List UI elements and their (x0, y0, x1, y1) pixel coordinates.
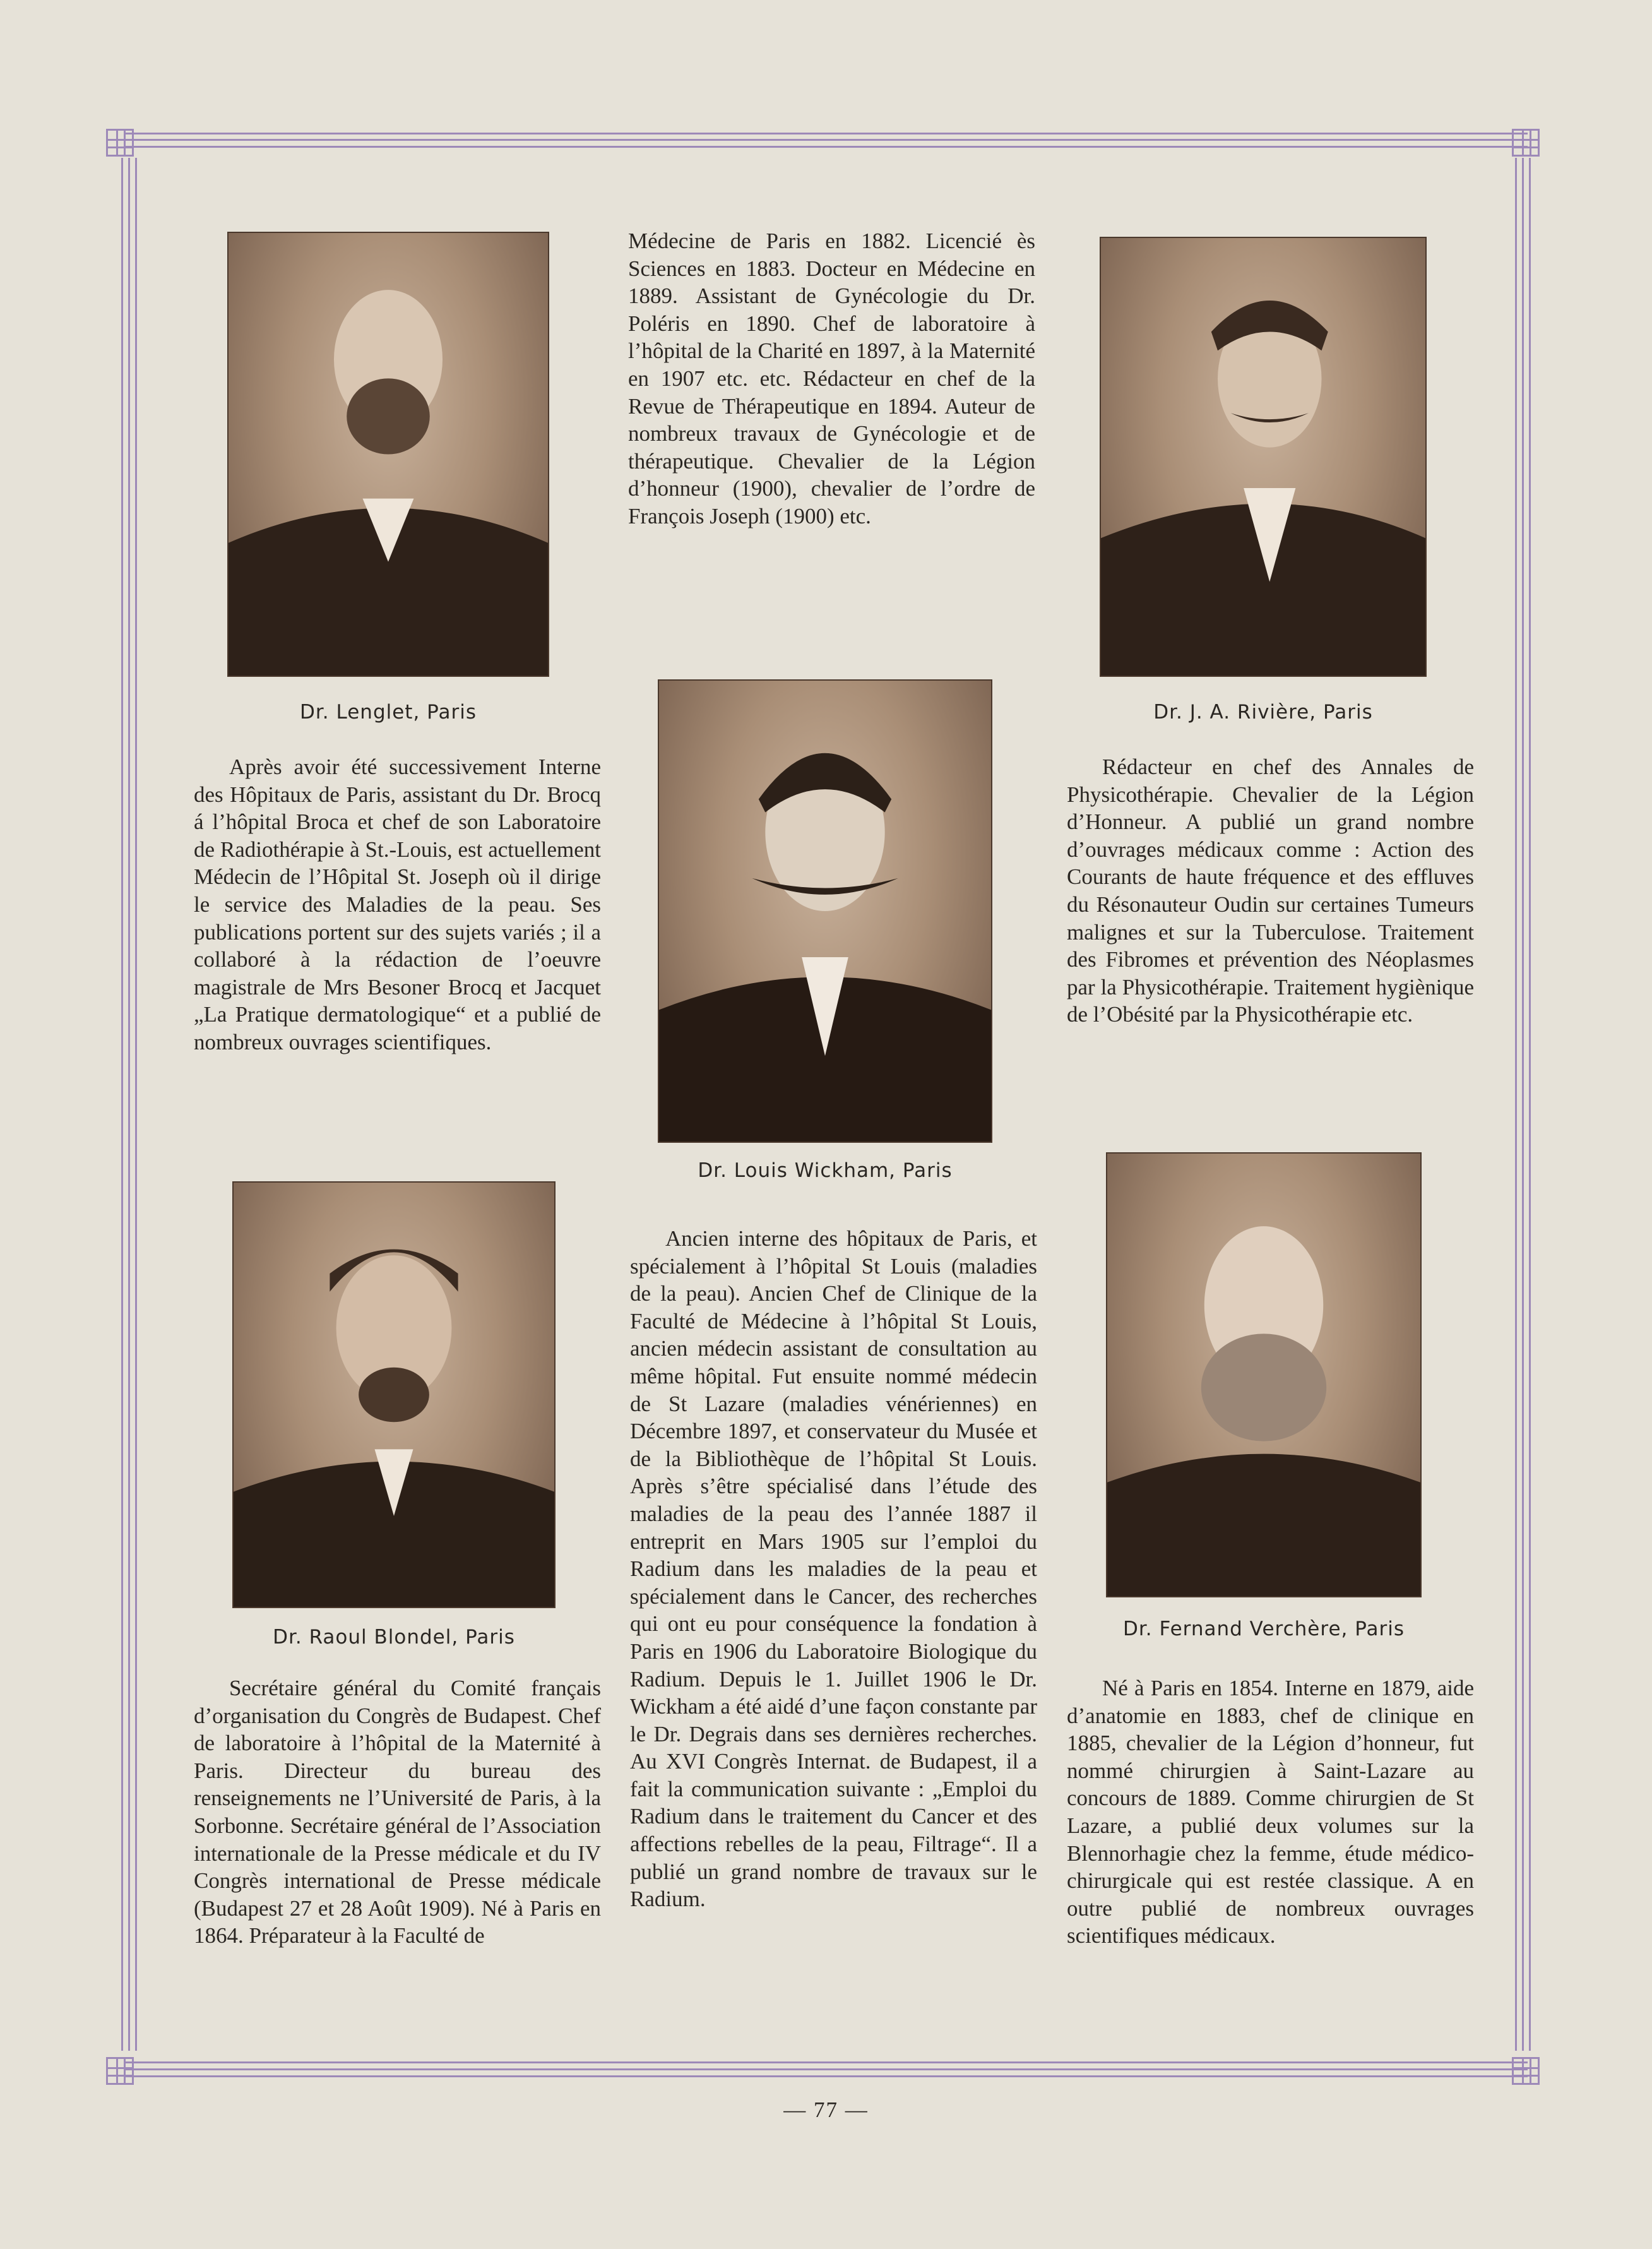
portrait-caption-blondel: Dr. Raoul Blondel, Paris (273, 1626, 515, 1649)
portrait-wickham (658, 679, 992, 1143)
portrait-lenglet (227, 232, 549, 677)
portrait-caption-wickham: Dr. Louis Wickham, Paris (698, 1159, 953, 1182)
portrait-photo-icon (234, 1183, 554, 1607)
text-lenglet-bio (194, 753, 601, 1056)
text-top-center-continuation (628, 227, 1035, 530)
frame-corner-ornament (1512, 129, 1540, 157)
frame-corner-ornament (106, 2057, 134, 2085)
portrait-verchere (1106, 1152, 1422, 1597)
text-verchere-bio (1067, 1674, 1474, 1950)
paragraph: Rédacteur en chef des Annales de Physicothérapie. Chevalier de la Légion d’Honneur. A publié un grand nombre d’ouvrages médicaux comme : Action des Courants de haute fréquence et des effluves du Résonauteur Oudin sur certaines Tumeurs malignes et sur la Tuberculose. Traitement des Fibromes et prévention des Néoplasmes par la Physicothérapie. Traitement hygiènique de l’Obésité par la Physicothérapie etc. (1067, 755, 1474, 1027)
portrait-photo-icon (1107, 1154, 1420, 1596)
portrait-caption-verchere: Dr. Fernand Verchère, Paris (1122, 1618, 1405, 1640)
portrait-caption-lenglet: Dr. Lenglet, Paris (300, 701, 477, 724)
paragraph: Médecine de Paris en 1882. Licencié ès Sciences en 1883. Docteur en Médecine en 1889. Assistant de Gynécologie du Dr. Poléris en 1890. Chef de laboratoire à l’hôpital de la Charité en 1897, à la Maternité en 1907 etc. etc. Rédacteur en chef de la Revue de Thérapeutique en 1894. Auteur de nombreux travaux de Gynécologie et de thérapeutique. Chevalier de la Légion d’honneur (1900), chevalier de l’ordre de François Joseph (1900) etc. (628, 229, 1035, 528)
paragraph: Secrétaire général du Comité français d’organisation du Congrès de Budapest. Chef de laboratoire à l’hôpital de la Maternité à Paris. Directeur du bureau des renseignements ne l’Université de Paris, à la Sorbonne. Secrétaire général de l’Association internationale de la Presse médicale et du IV Congrès international de Presse médicale (Budapest 27 et 28 Août 1909). Né à Paris en 1864. Préparateur à la Faculté de (194, 1676, 601, 1948)
frame-corner-ornament (1512, 2057, 1540, 2085)
paragraph: Après avoir été successivement Interne des Hôpitaux de Paris, assistant du Dr. Brocq á l’hôpital Broca et chef de son Laboratoire de Radiothérapie à St.-Louis, est actuellement Médecin de l’Hôpital St. Joseph où il dirige le service des Maladies de la peau. Ses publications portent sur des sujets variés ; il a collaboré à la rédaction de l’oeuvre magistrale de Mrs Besoner Brocq et Jacquet „La Pratique dermatologique“ et a publié de nombreux ouvrages scientifiques. (194, 755, 601, 1054)
paragraph: Ancien interne des hôpitaux de Paris, et spécialement à l’hôpital St Louis (maladies de la peau). Ancien Chef de Clinique de la Faculté de Médecine à l’hôpital St Louis, ancien médecin assistant de consultation au même hôpital. Fut ensuite nommé médecin de St Lazare (maladies vénériennes) en Décembre 1897, et conservateur du Musée et de la Bibliothèque de l’hôpital St Louis. Après s’être spécialisé dans l’étude des maladies de la peau des l’année 1887 il entreprit en Mars 1905 sur l’emploi du Radium dans les maladies de la peau et spécialement dans le Cancer, des recherches qui ont eu pour conséquence la fondation à Paris en 1906 du Laboratoire Biologique du Radium. Depuis le 1. Juillet 1906 le Dr. Wickham a été aidé d’une façon constante par le Dr. Degrais dans ses dernières recherches. Au XVI Congrès Internat. de Budapest, il a fait la communication suivante : „Emploi du Radium dans le traitement du Cancer et des affections rebelles de la peau, Filtrage“. Il a publié un grand nombre de travaux sur le Radium. (630, 1226, 1037, 1912)
portrait-caption-riviere: Dr. J. A. Rivière, Paris (1153, 701, 1373, 724)
text-riviere-bio (1067, 753, 1474, 1029)
portrait-blondel (232, 1181, 556, 1608)
frame-corner-ornament (106, 129, 134, 157)
portrait-riviere (1100, 237, 1427, 677)
page-number: — 77 — (783, 2097, 869, 2122)
text-blondel-bio (194, 1674, 601, 1950)
portrait-photo-icon (659, 681, 991, 1142)
portrait-photo-icon (1101, 238, 1425, 676)
paragraph: Né à Paris en 1854. Interne en 1879, aide d’anatomie en 1883, chef de clinique en 1885, chevalier de la Légion d’honneur, fut nommé chirurgien à Saint-Lazare au concours de 1889. Comme chirurgien de St Lazare, a publié deux volumes sur la Blennorhagie chez la femme, étude médico-chirurgicale qui est restée classique. A en outre publié de nombreux ouvrages scientifiques médicaux. (1067, 1676, 1474, 1948)
portrait-photo-icon (229, 233, 548, 676)
text-wickham-bio (630, 1225, 1037, 1913)
